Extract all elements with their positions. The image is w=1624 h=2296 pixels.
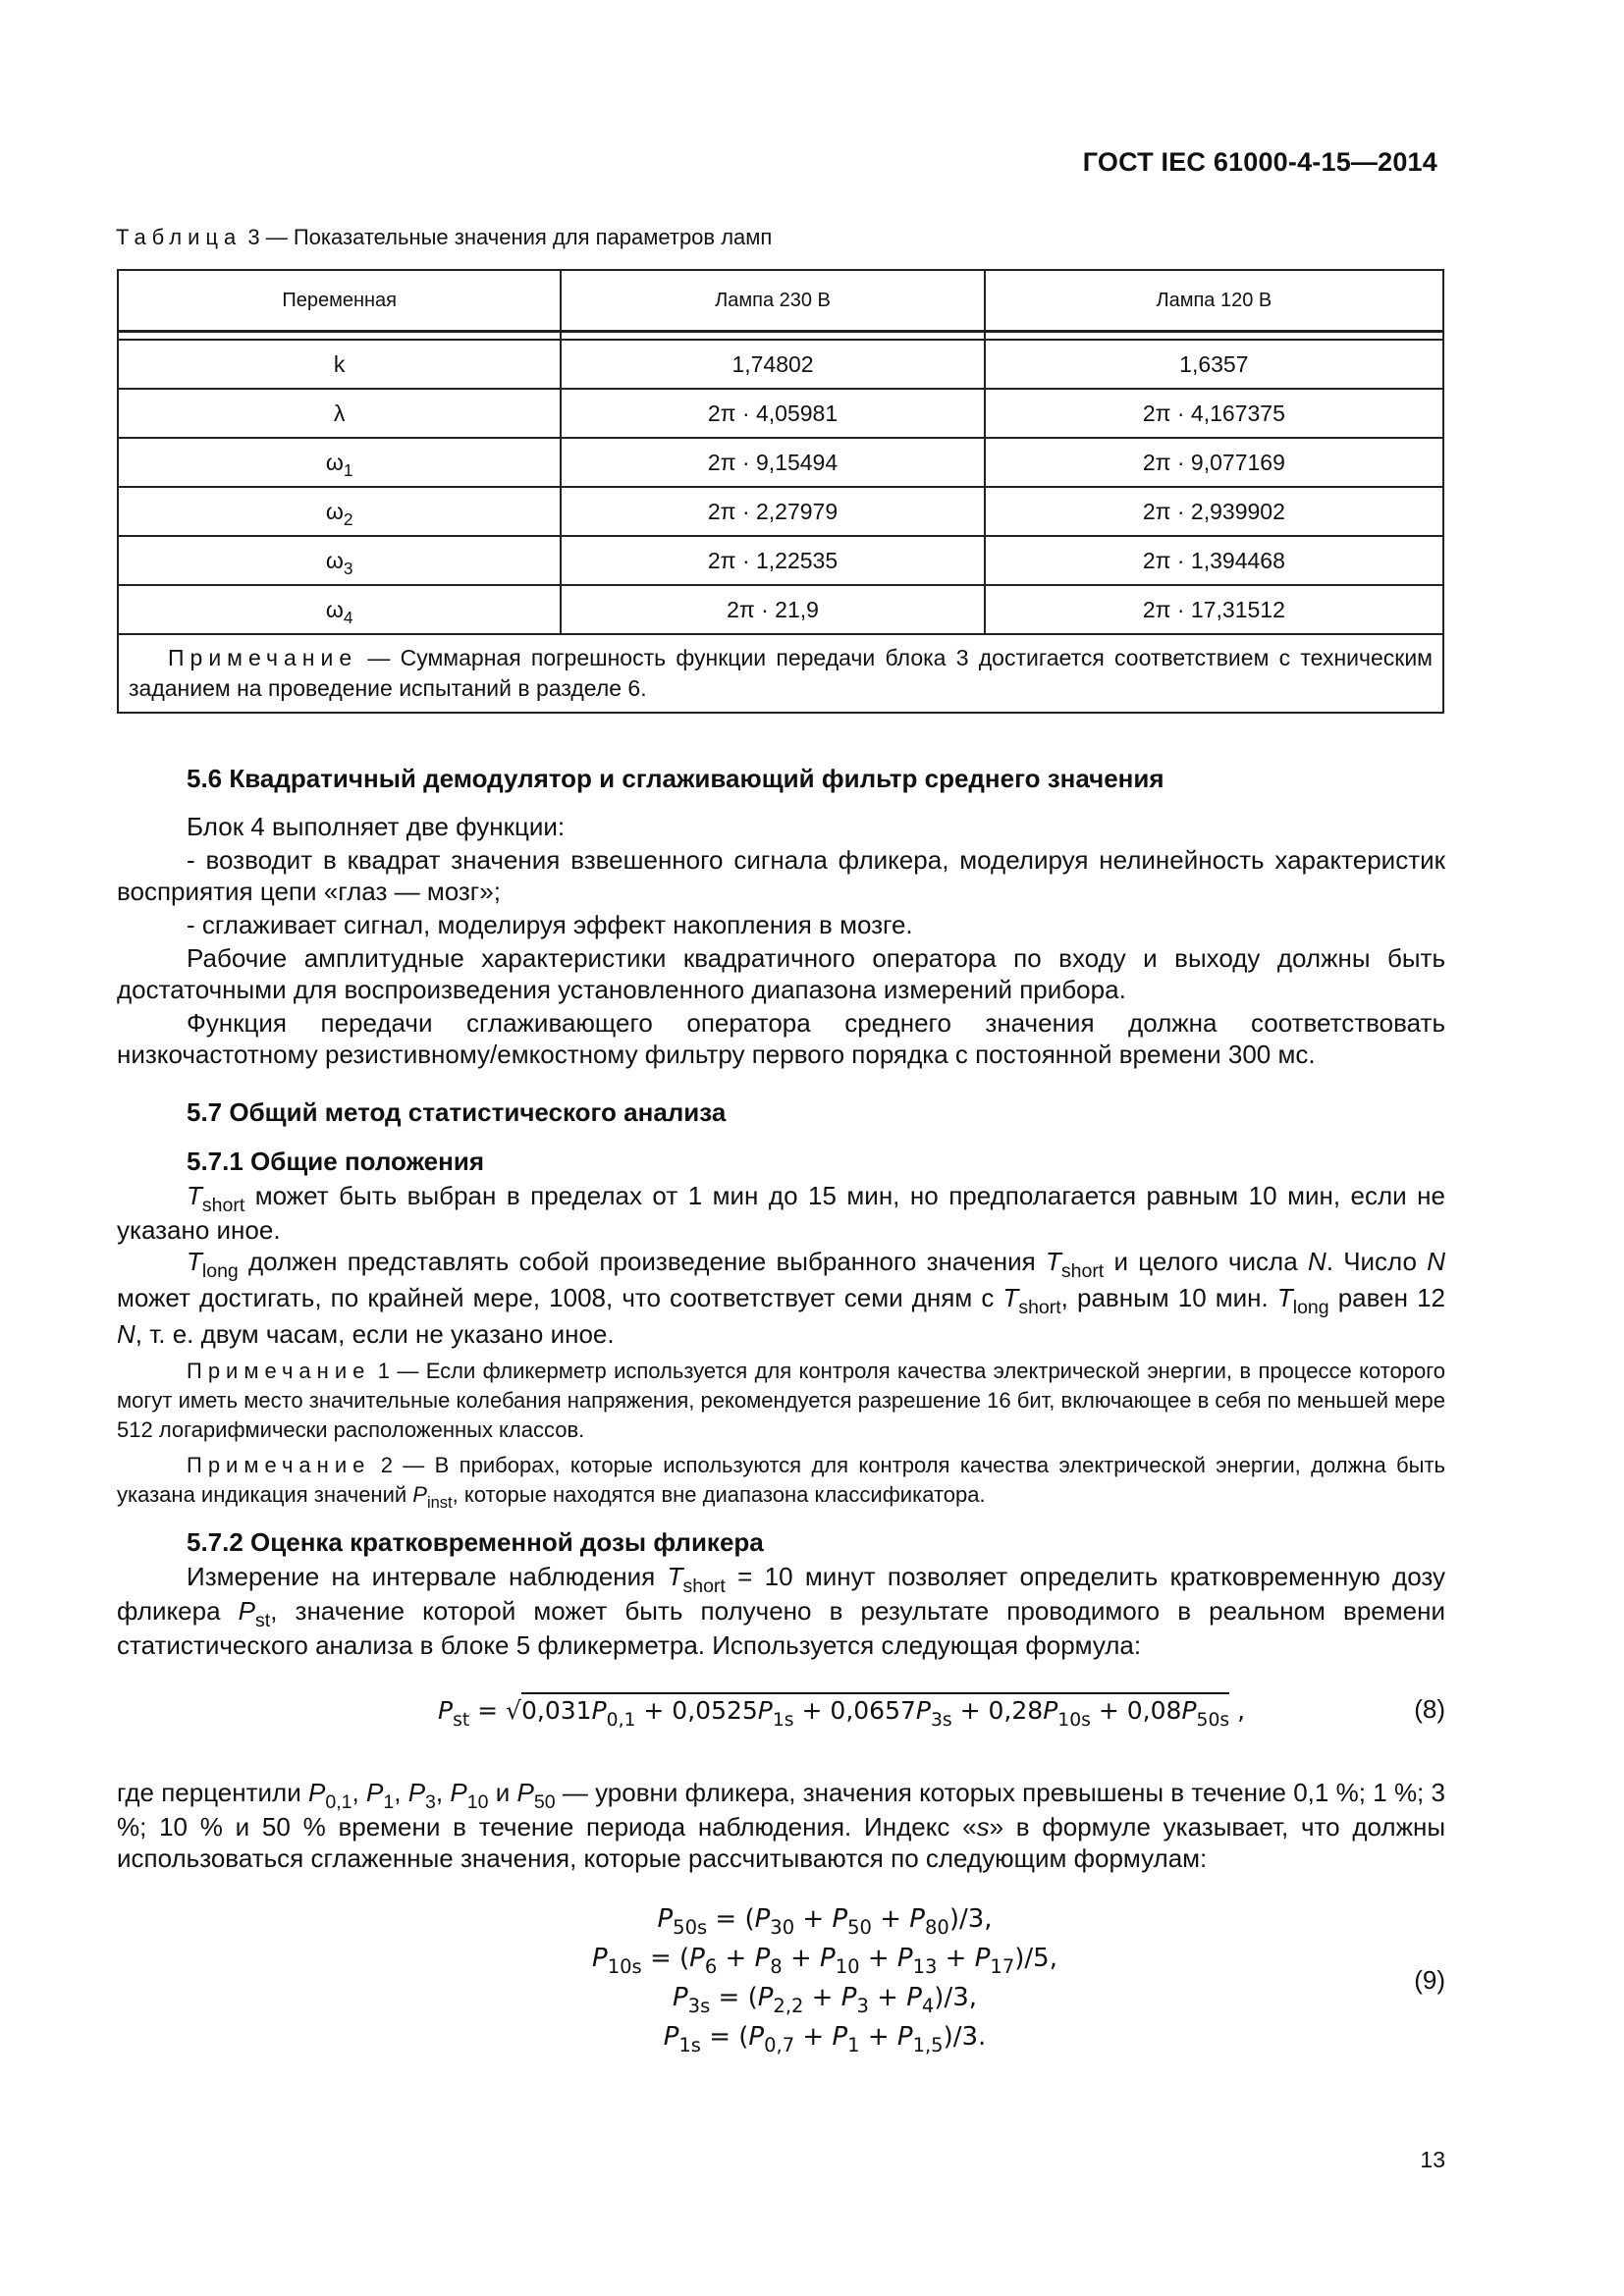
variable-cell: $\omega_1$ — [118, 438, 561, 487]
section-5-7-2-heading: 5.7.2 Оценка кратковременной дозы фликера — [187, 1527, 764, 1557]
formula-9-line-4: $P_{1s} = (P_{0,7} + P_1 + P_{1,5})/3$. — [663, 2022, 987, 2056]
section-5-6-heading: 5.6 Квадратичный демодулятор и сглаживающий фильтр среднего значения — [187, 764, 1164, 793]
table-row — [118, 536, 1443, 585]
table-row — [118, 487, 1443, 536]
value-120-cell: 2π · 17,31512 — [985, 585, 1443, 634]
value-120-cell: 1,6357 — [985, 340, 1443, 389]
variable-cell: $\omega_2$ — [118, 487, 561, 536]
paragraph: Функция передачи сглаживающего оператора среднего значения должна соответствовать низкочастотному резистивному/емкостному фильтру первого порядка с постоянной времени 300 мс. — [117, 1008, 1445, 1069]
table-note-row — [118, 634, 1443, 713]
table-row — [118, 340, 1443, 389]
document-id: ГОСТ IEC 61000-4-15—2014 — [1082, 147, 1437, 177]
table-caption-text: 3 — Показательные значения для параметров ламп — [242, 225, 773, 249]
paragraph: - сглаживает сигнал, моделируя эффект накопления в мозге. — [187, 910, 913, 939]
lamp-parameters-table — [117, 269, 1444, 714]
paragraph-tshort: $T_{short}$ может быть выбран в пределах от 1 мин до 15 мин, но предполагается равным 10 мин, если не указано иное. — [117, 1181, 1445, 1245]
variable-cell: $\omega_3$ — [118, 536, 561, 585]
table-row — [118, 438, 1443, 487]
variable-cell: $\omega_4$ — [118, 585, 561, 634]
value-230-cell: 2π · 9,15494 — [561, 438, 984, 487]
variable-cell: λ — [118, 389, 561, 438]
paragraph: Блок 4 выполняет две функции: — [187, 812, 566, 841]
table-note: Примечание — Суммарная погрешность функции передачи блока 3 достигается соответствием с техническим заданием на проведение испытаний в разделе 6. — [118, 634, 1443, 713]
value-230-cell: 2π · 21,9 — [561, 585, 984, 634]
table-caption-word: Таблица — [116, 225, 243, 249]
table-header-row — [118, 270, 1443, 332]
note-2: Примечание 2 — В приборах, которые используются для контроля качества электрической энергии, должна быть указана индикация значений $P_{inst}$, которые находятся вне диапазона классификатора. — [117, 1453, 1445, 1512]
paragraph: Рабочие амплитудные характеристики квадратичного оператора по входу и выходу должны быть достаточными для воспроизведения установленного диапазона измерений прибора. — [117, 943, 1445, 1004]
equation-9-number: (9) — [1414, 1965, 1445, 1995]
column-header: Переменная — [118, 270, 561, 332]
column-header: Лампа 120 В — [985, 270, 1443, 332]
variable-cell: k — [118, 340, 561, 389]
page-number: 13 — [1420, 2147, 1445, 2172]
value-230-cell: 2π · 4,05981 — [561, 389, 984, 438]
value-230-cell: 2π · 2,27979 — [561, 487, 984, 536]
table-caption — [116, 225, 772, 250]
table-row — [118, 585, 1443, 634]
formula-8: $P_{st} = √0,031P_{0,1} + 0,0525P_{1s} + 0,0657P_{3s} + 0,28P_{10s} + 0,08P_{50s}$ , — [438, 1696, 1245, 1725]
table-row — [118, 389, 1443, 438]
value-120-cell: 2π · 9,077169 — [985, 438, 1443, 487]
formula-9-line-3: $P_{3s} = (P_{2,2} + P_3 + P_4)/3$, — [672, 1983, 978, 2017]
value-230-cell: 2π · 1,22535 — [561, 536, 984, 585]
paragraph-tlong: $T_{long}$ должен представлять собой произведение выбранного значения $T_{short}$ и целого числа N. Число N может достигать, по крайней мере, 1008, что соответствует семи дням с $T_{short}$, равным 10 мин. $T_{long}$ равен 12 N, т. е. двум часам, если не указано иное. — [117, 1247, 1445, 1349]
equation-8-number: (8) — [1414, 1694, 1445, 1724]
note-1: Примечание 1 — Если фликерметр используется для контроля качества электрической энергии, в процессе которого могут иметь место значительные колебания напряжения, рекомендуется разрешение 16 бит, включающее в себя по меньшей мере 512 логарифмически расположенных классов. — [117, 1359, 1445, 1442]
formula-9-line-1: $P_{50s} = (P_{30} + P_{50} + P_{80})/3$, — [657, 1904, 993, 1939]
paragraph-pst: Измерение на интервале наблюдения $T_{short} = 10$ минут позволяет определить кратковременную дозу фликера $P_{st}$, значение которой может быть получено в результате проводимого в реальном времени статистического анализа в блоке 5 фликерметра. Используется следующая формула: — [117, 1562, 1445, 1660]
formula-9 — [550, 1900, 1100, 2057]
column-header: Лампа 230 В — [561, 270, 984, 332]
value-120-cell: 2π · 4,167375 — [985, 389, 1443, 438]
formula-9-line-2: $P_{10s} = (P_6 + P_8 + P_{10} + P_{13} + P_{17})/5$, — [592, 1944, 1057, 1978]
section-5-7-heading: 5.7 Общий метод статистического анализа — [187, 1097, 727, 1127]
value-120-cell: 2π · 2,939902 — [985, 487, 1443, 536]
paragraph-percentiles: где перцентили $P_{0,1}$, $P_1$, $P_3$, $P_{10}$ и $P_{50}$ — уровни фликера, значения которых превышены в течение 0,1 %; 1 %; 3 %; 10 % и 50 % времени в течение периода наблюдения. Индекс «s» в формуле указывает, что должны использоваться сглаженные значения, которые рассчитываются по следующим формулам: — [117, 1778, 1446, 1873]
paragraph: - возводит в квадрат значения взвешенного сигнала фликера, моделируя нелинейность характеристик восприятия цепи «глаз — мозг»; — [117, 845, 1445, 906]
value-230-cell: 1,74802 — [561, 340, 984, 389]
section-5-7-1-heading: 5.7.1 Общие положения — [187, 1147, 484, 1176]
value-120-cell: 2π · 1,394468 — [985, 536, 1443, 585]
